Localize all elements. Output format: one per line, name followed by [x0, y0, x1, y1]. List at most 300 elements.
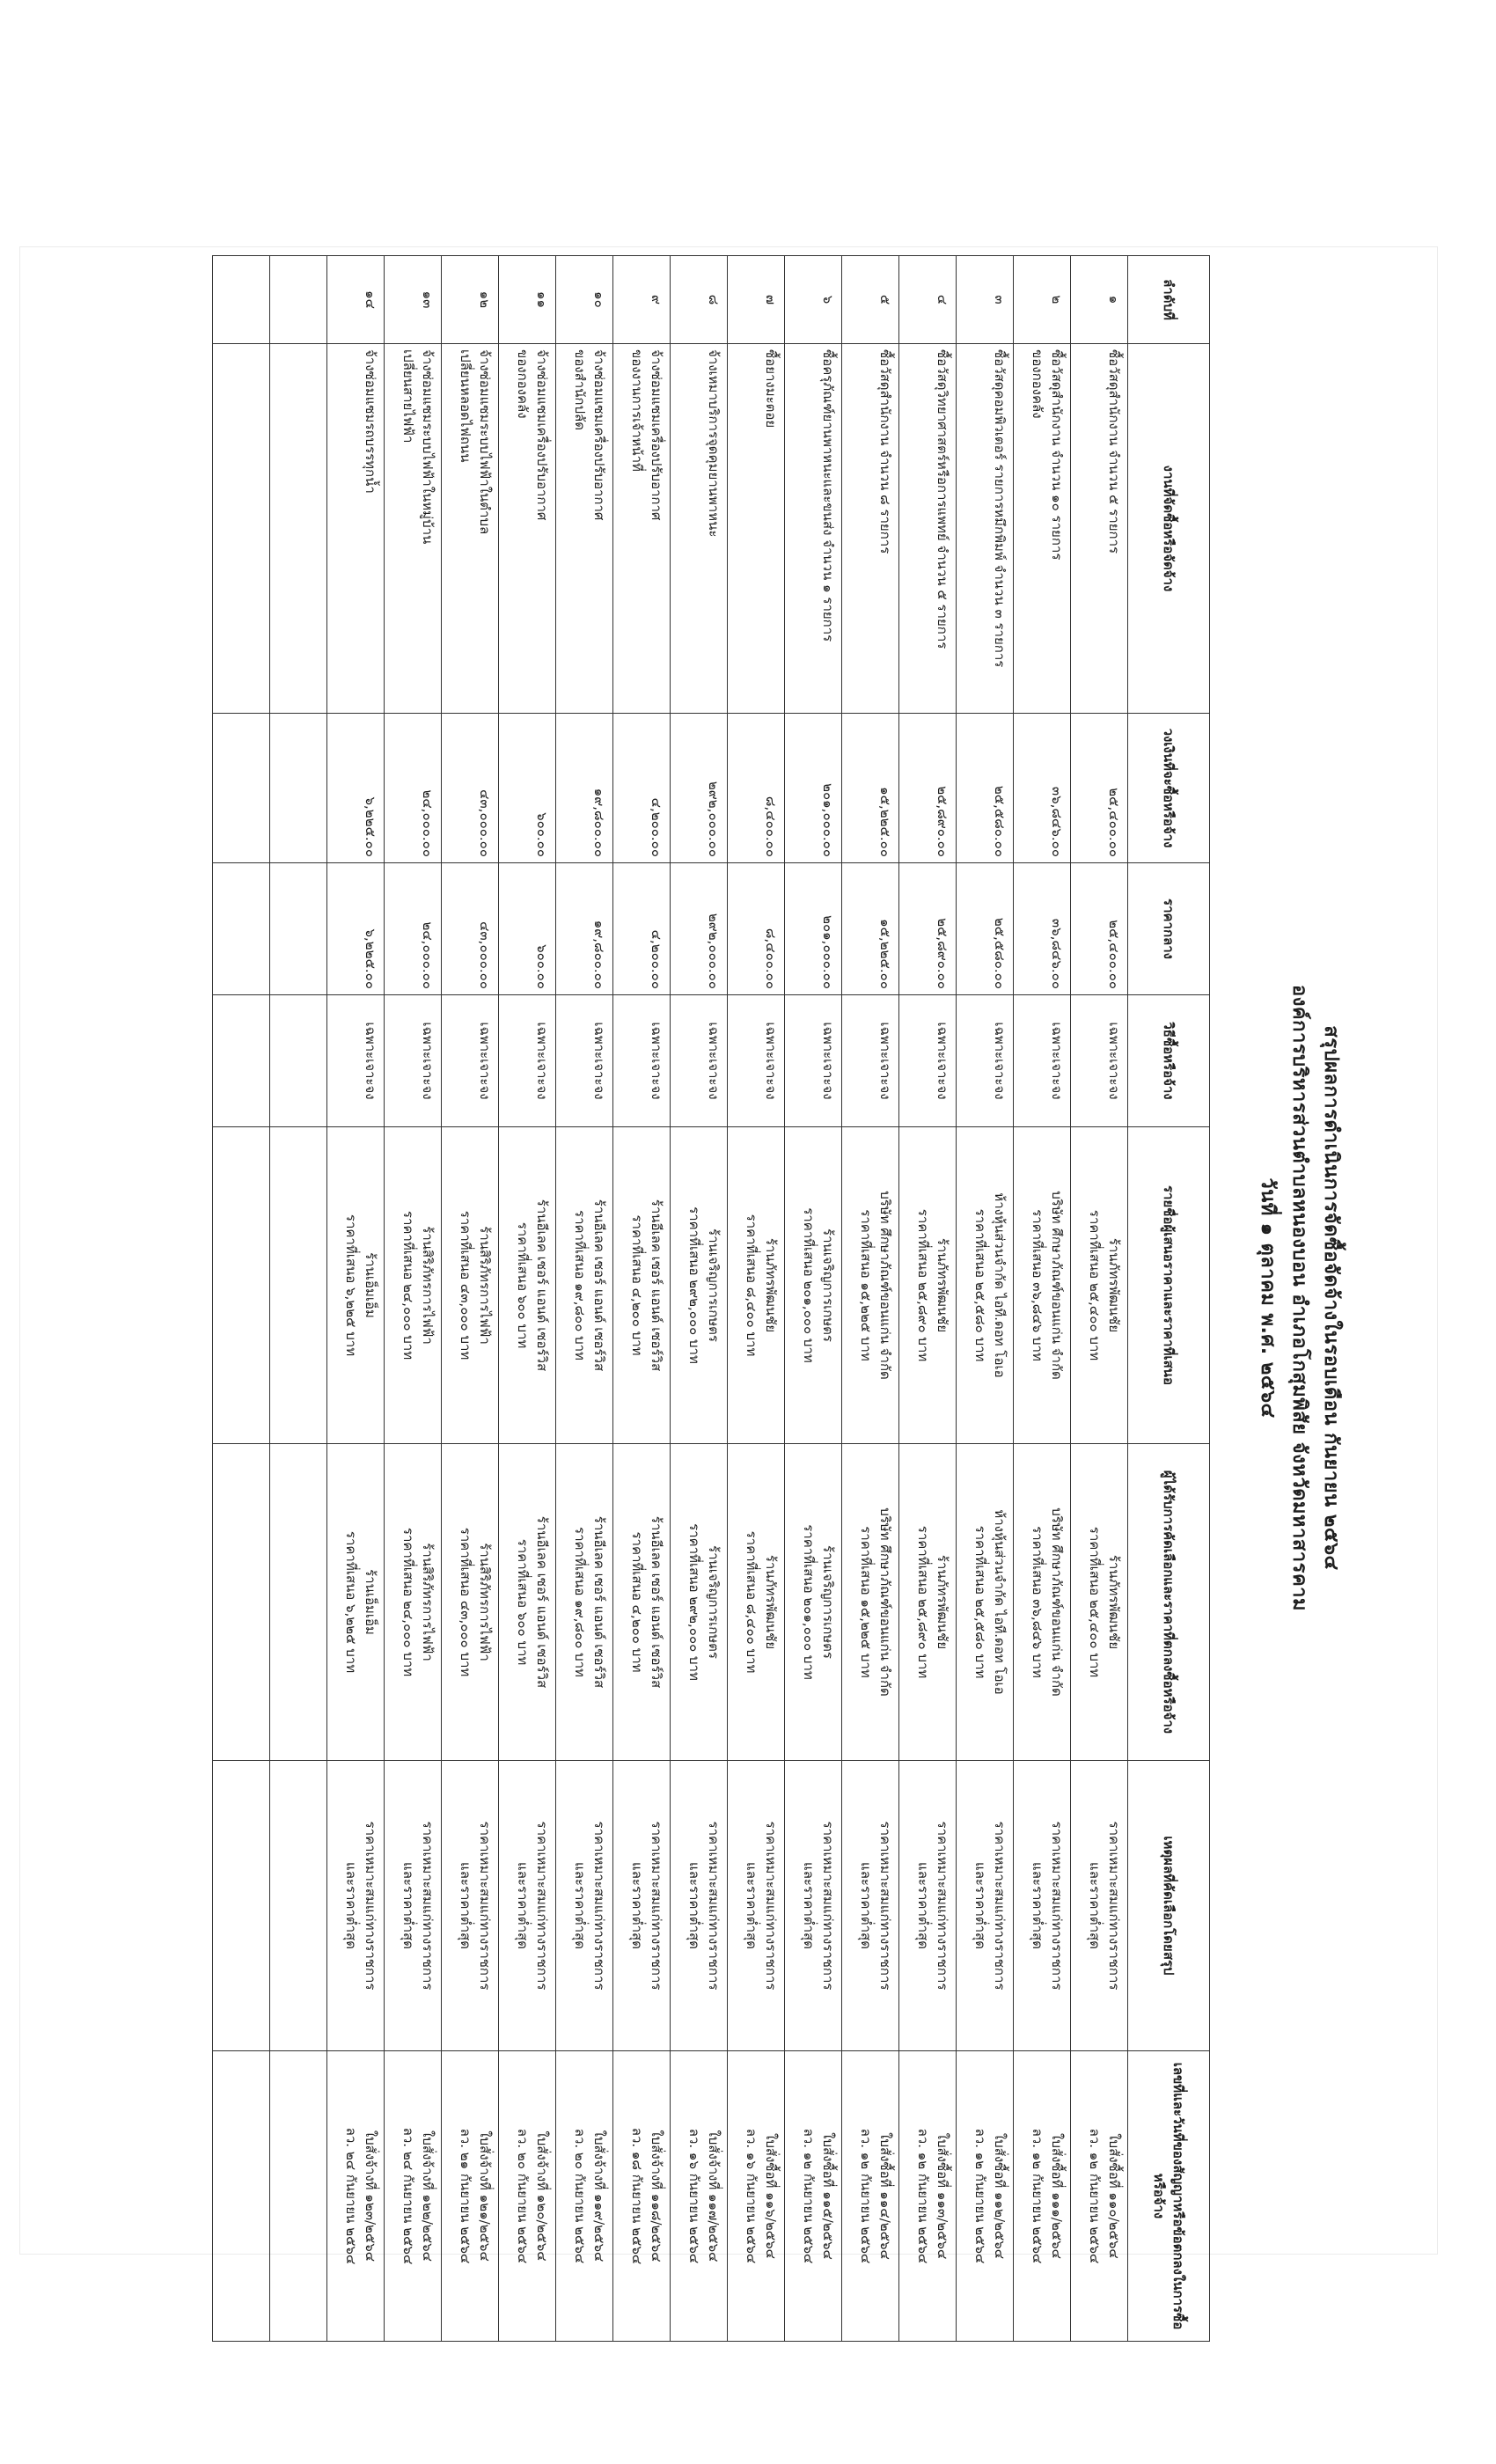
bid-price: ราคาที่เสนอ ๘,๔๐๐ บาท [744, 1214, 759, 1357]
table-cell [842, 256, 899, 344]
table-row [899, 256, 957, 2342]
median-price: ๓๖,๘๔๖.๐๐ [1049, 918, 1065, 989]
contract-date: ลว. ๑๒ กันยายน ๒๕๖๔ [1030, 2128, 1045, 2264]
selection-reason: ราคาเหมาะสมแก่ทางราชการ [420, 1821, 436, 1991]
bidder-name: ร้านภัทรพัฒนชัย [935, 1237, 950, 1333]
budget-amount: ๑๙,๘๐๐.๐๐ [591, 788, 607, 857]
row-number: ๑๐ [591, 291, 607, 308]
col-header-item: งานที่จัดซื้อหรือจัดจ้าง [1128, 344, 1210, 714]
item-description: จ้างซ่อมแซมระบบไฟฟ้าในหมู่บ้าน [420, 349, 436, 545]
table-cell [499, 2051, 556, 2342]
selection-reason: ราคาเหมาะสมแก่ทางราชการ [763, 1821, 779, 1991]
table-cell [613, 344, 671, 714]
selection-reason-detail: และราคาต่ำสุด [515, 1862, 531, 1949]
table-cell [842, 863, 899, 995]
table-cell [385, 344, 442, 714]
table-cell [327, 1127, 385, 1444]
table-cell [957, 863, 1014, 995]
table-cell [499, 256, 556, 344]
procurement-method: เฉพาะเจาะจง [877, 1022, 893, 1100]
item-description: จ้างซ่อมแซมระบบไฟฟ้าในตำบล [477, 349, 493, 535]
table-cell [728, 2051, 785, 2342]
contract-number: ใบสั่งซื้อที่ ๑๑๖/๒๕๖๔ [763, 2133, 779, 2259]
winning-price: ราคาที่เสนอ ๖๐๐ บาท [515, 1538, 531, 1666]
row-number: ๑๓ [420, 290, 436, 309]
bidder-name: ร้านอีเลค เซอร์ แอนด์ เซอร์วิส [591, 1199, 607, 1372]
item-description: ซื้อวัสดุคอมพิวเตอร์ รายการหมึกพิมพ์ จำนวน ๓ รายการ [992, 349, 1008, 668]
contract-number: ใบสั่งซื้อที่ ๑๑๒/๒๕๖๔ [992, 2132, 1008, 2260]
table-cell [785, 344, 842, 714]
row-number: ๘ [706, 294, 722, 305]
winning-price: ราคาที่เสนอ ๔,๒๐๐ บาท [629, 1531, 645, 1673]
budget-amount: ๔๓,๐๐๐.๐๐ [477, 789, 493, 857]
document-header [1214, 255, 1346, 2341]
selection-reason-detail: และราคาต่ำสุด [915, 1862, 931, 1949]
table-cell [671, 1127, 728, 1444]
table-cell [957, 2051, 1014, 2342]
selection-reason-detail: และราคาต่ำสุด [343, 1862, 359, 1949]
item-description: จ้างเหมาบริการจุดคุมยานพาหนะ [706, 349, 722, 538]
table-cell [957, 1127, 1014, 1444]
table-cell [385, 995, 442, 1127]
median-price: ๒๕,๔๐๐.๐๐ [1106, 920, 1122, 989]
contract-number: ใบสั่งจ้างที่ ๑๒๑/๒๕๖๔ [477, 2130, 493, 2262]
empty-row [213, 256, 270, 2342]
median-price: ๑๕,๒๒๕.๐๐ [877, 919, 893, 989]
budget-amount: ๒๔,๐๐๐.๐๐ [420, 789, 436, 857]
table-cell [785, 714, 842, 863]
document-date: วันที่ ๑ ตุลาคม พ.ศ. ๒๕๖๔ [1257, 1177, 1279, 1419]
col-header-median-price: ราคากลาง [1128, 863, 1210, 995]
table-row [327, 256, 385, 2342]
empty-cell [270, 344, 327, 714]
col-header-method: วิธีซื้อหรือจ้าง [1128, 995, 1210, 1127]
empty-cell [270, 2051, 327, 2342]
table-row [1014, 256, 1071, 2342]
median-price: ๔,๒๐๐.๐๐ [649, 929, 664, 989]
winning-price: ราคาที่เสนอ ๒๕,๘๙๐ บาท [915, 1525, 931, 1679]
winner-name: ร้านเอ็มเอ็ม [363, 1569, 378, 1635]
procurement-table [212, 255, 1210, 2342]
table-cell [957, 344, 1014, 714]
table-cell [613, 995, 671, 1127]
table-cell [556, 863, 613, 995]
col-header-contract: เลขที่และวันที่ของสัญญาหรือข้อตกลงในการซื้อหรือจ้าง [1128, 2051, 1210, 2342]
table-cell [1071, 1127, 1128, 1444]
table-cell [957, 995, 1014, 1127]
selection-reason-detail: และราคาต่ำสุด [572, 1862, 588, 1949]
winning-price: ราคาที่เสนอ ๔๓,๐๐๐ บาท [458, 1527, 473, 1677]
bidder-name: ร้านสิริภัทรการไฟฟ้า [477, 1226, 493, 1345]
median-price: ๒๐๑,๐๐๐.๐๐ [820, 915, 836, 989]
table-cell [556, 344, 613, 714]
winner-name: ร้านอีเลค เซอร์ แอนด์ เซอร์วิส [591, 1515, 607, 1689]
contract-date: ลว. ๑๒ กันยายน ๒๕๖๔ [858, 2128, 874, 2264]
table-cell [1014, 863, 1071, 995]
contract-number: ใบสั่งซื้อที่ ๑๑๓/๒๕๖๔ [935, 2132, 950, 2260]
table-cell [899, 344, 957, 714]
table-cell [671, 863, 728, 995]
bid-price: ราคาที่เสนอ ๒๕,๔๐๐ บาท [1087, 1209, 1103, 1361]
table-cell [785, 1444, 842, 1761]
table-cell [385, 714, 442, 863]
budget-amount: ๘,๔๐๐.๐๐ [763, 796, 779, 857]
table-row [728, 256, 785, 2342]
empty-cell [270, 863, 327, 995]
median-price: ๖,๒๒๕.๐๐ [363, 928, 378, 989]
item-description: ซื้อวัสดุสำนักงาน จำนวน ๑๐ รายการ [1049, 349, 1065, 561]
contract-date: ลว. ๒๔ กันยายน ๒๕๖๔ [400, 2127, 416, 2265]
contract-date: ลว. ๑๖ กันยายน ๒๕๖๔ [744, 2128, 759, 2264]
empty-cell [213, 863, 270, 995]
table-cell [385, 256, 442, 344]
item-description: ซื้อวัสดุสำนักงาน จำนวน ๘ รายการ [877, 349, 893, 554]
selection-reason-detail: และราคาต่ำสุด [1030, 1862, 1045, 1949]
contract-number: ใบสั่งซื้อที่ ๑๑๔/๒๕๖๔ [877, 2132, 893, 2260]
winning-price: ราคาที่เสนอ ๖,๒๒๕ บาท [343, 1530, 359, 1674]
winning-price: ราคาที่เสนอ ๓๖,๘๔๖ บาท [1030, 1526, 1045, 1678]
item-description-detail: ของงานการเจ้าหน้าที่ [629, 349, 645, 472]
row-number: ๗ [763, 294, 779, 305]
item-description: จ้างซ่อมแซมเครื่องปรับอากาศ [534, 349, 550, 521]
bidder-name: ร้านภัทรพัฒนชัย [1106, 1237, 1122, 1333]
selection-reason-detail: และราคาต่ำสุด [629, 1862, 645, 1949]
winner-name: บริษัท ศึกษาภัณฑ์ขอนแก่น จำกัด [1049, 1507, 1065, 1697]
empty-cell [213, 2051, 270, 2342]
row-number: ๒ [1049, 295, 1065, 304]
contract-number: ใบสั่งจ้างที่ ๑๒๐/๒๕๖๔ [534, 2130, 550, 2262]
selection-reason: ราคาเหมาะสมแก่ทางราชการ [877, 1821, 893, 1991]
contract-date: ลว. ๑๒ กันยายน ๒๕๖๔ [1087, 2128, 1103, 2264]
table-cell [785, 863, 842, 995]
table-cell [899, 1127, 957, 1444]
table-row [613, 256, 671, 2342]
table-body [213, 256, 1128, 2342]
table-cell [899, 714, 957, 863]
table-cell [442, 1127, 499, 1444]
table-cell [1014, 2051, 1071, 2342]
table-cell [957, 1444, 1014, 1761]
table-cell [842, 1444, 899, 1761]
table-row [442, 256, 499, 2342]
contract-date: ลว. ๒๔ กันยายน ๒๕๖๔ [343, 2127, 359, 2265]
winning-price: ราคาที่เสนอ ๑๕,๒๒๕ บาท [858, 1526, 874, 1678]
table-cell [327, 344, 385, 714]
bid-price: ราคาที่เสนอ ๒๔,๐๐๐ บาท [400, 1210, 416, 1360]
table-cell [385, 2051, 442, 2342]
contract-date: ลว. ๑๒ กันยายน ๒๕๖๔ [801, 2128, 817, 2264]
table-cell [671, 256, 728, 344]
selection-reason-detail: และราคาต่ำสุด [686, 1862, 702, 1949]
table-cell [442, 1444, 499, 1761]
median-price: ๖๐๐.๐๐ [534, 944, 550, 989]
table-cell [499, 714, 556, 863]
table-cell [1014, 344, 1071, 714]
row-number: ๙ [649, 295, 664, 304]
procurement-method: เฉพาะเจาะจง [420, 1022, 436, 1100]
item-description: จ้างซ่อมแซมรถบรรทุกน้ำ [363, 349, 378, 494]
selection-reason-detail: และราคาต่ำสุด [801, 1862, 817, 1949]
selection-reason: ราคาเหมาะสมแก่ทางราชการ [363, 1821, 378, 1991]
winning-price: ราคาที่เสนอ ๒๐๑,๐๐๐ บาท [801, 1524, 817, 1680]
table-cell [899, 256, 957, 344]
procurement-method: เฉพาะเจาะจง [935, 1022, 950, 1100]
table-cell [785, 1127, 842, 1444]
empty-cell [213, 1444, 270, 1761]
table-row [842, 256, 899, 2342]
bidder-name: ร้านอีเลค เซอร์ แอนด์ เซอร์วิส [649, 1199, 664, 1372]
procurement-method: เฉพาะเจาะจง [363, 1022, 378, 1100]
selection-reason: ราคาเหมาะสมแก่ทางราชการ [1106, 1821, 1122, 1991]
empty-cell [213, 995, 270, 1127]
selection-reason-detail: และราคาต่ำสุด [744, 1862, 759, 1949]
table-cell [785, 2051, 842, 2342]
table-cell [385, 1444, 442, 1761]
table-cell [613, 256, 671, 344]
median-price: ๒๕,๕๘๐.๐๐ [992, 917, 1008, 989]
median-price: ๑๙,๘๐๐.๐๐ [591, 920, 607, 989]
table-cell [556, 995, 613, 1127]
winning-price: ราคาที่เสนอ ๒๔,๐๐๐ บาท [400, 1527, 416, 1677]
item-description: ซื้อวัสดุวิทยาศาสตร์หรือการแพทย์ จำนวน ๕ รายการ [935, 349, 950, 649]
table-row [1071, 256, 1128, 2342]
item-description-detail: เปลี่ยนหลอดไฟถนน [458, 349, 473, 463]
table-cell [327, 2051, 385, 2342]
bid-price: ราคาที่เสนอ ๑๙,๘๐๐ บาท [572, 1210, 588, 1360]
contract-date: ลว. ๑๘ กันยายน ๒๕๖๔ [629, 2127, 645, 2265]
table-cell [1014, 256, 1071, 344]
table-cell [499, 1761, 556, 2051]
table-cell [1014, 995, 1071, 1127]
item-description-detail: ของสำนักปลัด [572, 349, 588, 430]
table-cell [899, 1444, 957, 1761]
table-cell [499, 1444, 556, 1761]
winner-name: ห้างหุ้นส่วนจำกัด ไอที.ดอท โอเอ [992, 1509, 1008, 1695]
table-cell [385, 863, 442, 995]
item-description-detail: เปลี่ยนสายไฟฟ้า [400, 349, 416, 444]
empty-cell [213, 344, 270, 714]
procurement-method: เฉพาะเจาะจง [1049, 1022, 1065, 1100]
table-cell [442, 256, 499, 344]
selection-reason: ราคาเหมาะสมแก่ทางราชการ [1049, 1821, 1065, 1991]
contract-number: ใบสั่งจ้างที่ ๑๒๒/๒๕๖๔ [420, 2130, 436, 2262]
table-cell [957, 714, 1014, 863]
table-row [957, 256, 1014, 2342]
empty-cell [213, 714, 270, 863]
procurement-method: เฉพาะเจาะจง [820, 1022, 836, 1100]
item-description-detail: ของกองคลัง [515, 349, 531, 419]
bid-price: ราคาที่เสนอ ๒๐๑,๐๐๐ บาท [801, 1207, 817, 1363]
procurement-method: เฉพาะเจาะจง [992, 1022, 1008, 1100]
winner-name: ร้านสิริภัทรการไฟฟ้า [420, 1543, 436, 1661]
selection-reason-detail: และราคาต่ำสุด [1087, 1862, 1103, 1949]
table-cell [671, 714, 728, 863]
winner-name: บริษัท ศึกษาภัณฑ์ขอนแก่น จำกัด [877, 1507, 893, 1697]
table-cell [1071, 2051, 1128, 2342]
selection-reason-detail: และราคาต่ำสุด [972, 1862, 988, 1949]
table-cell [613, 2051, 671, 2342]
table-cell [613, 1761, 671, 2051]
table-cell [671, 995, 728, 1127]
table-cell [442, 714, 499, 863]
contract-date: ลว. ๒๐ กันยายน ๒๕๖๔ [515, 2128, 531, 2264]
selection-reason-detail: และราคาต่ำสุด [458, 1862, 473, 1949]
col-header-budget: วงเงินที่จะซื้อหรือจ้าง [1128, 714, 1210, 863]
contract-date: ลว. ๑๒ กันยายน ๒๕๖๔ [915, 2128, 931, 2264]
winning-price: ราคาที่เสนอ ๒๙๒,๐๐๐ บาท [686, 1523, 702, 1681]
empty-cell [270, 1444, 327, 1761]
row-number: ๖ [820, 295, 836, 304]
table-cell [613, 1127, 671, 1444]
item-description: ซื้อยางมะตอย [763, 349, 779, 429]
bid-price: ราคาที่เสนอ ๖๐๐ บาท [515, 1221, 531, 1349]
table-cell [957, 256, 1014, 344]
table-cell [671, 1761, 728, 2051]
table-cell [842, 1761, 899, 2051]
table-cell [1071, 714, 1128, 863]
table-cell [327, 863, 385, 995]
budget-amount: ๓๖,๘๔๖.๐๐ [1049, 786, 1065, 857]
procurement-method: เฉพาะเจาะจง [591, 1022, 607, 1100]
winner-name: ร้านอีเลค เซอร์ แอนด์ เซอร์วิส [649, 1515, 664, 1689]
row-number: ๑๑ [534, 290, 550, 309]
row-number: ๑ [1106, 295, 1122, 304]
winner-name: ร้านสิริภัทรการไฟฟ้า [477, 1543, 493, 1661]
median-price: ๘,๔๐๐.๐๐ [763, 928, 779, 989]
bidder-name: ร้านเจริญการเกษตร [706, 1228, 722, 1342]
col-header-reason: เหตุผลที่คัดเลือกโดยสรุป [1128, 1761, 1210, 2051]
median-price: ๒๔,๐๐๐.๐๐ [420, 921, 436, 989]
budget-amount: ๑๕,๒๒๕.๐๐ [877, 787, 893, 857]
table-cell [327, 256, 385, 344]
contract-date: ลว. ๑๖ กันยายน ๒๕๖๔ [686, 2128, 702, 2264]
bidder-name: ห้างหุ้นส่วนจำกัด ไอที.ดอท โอเอ [992, 1192, 1008, 1378]
table-cell [613, 863, 671, 995]
item-description: จ้างซ่อมแซมเครื่องปรับอากาศ [649, 349, 664, 521]
bid-price: ราคาที่เสนอ ๒๕,๕๘๐ บาท [972, 1208, 988, 1362]
row-number: ๑๒ [477, 290, 493, 309]
contract-number: ใบสั่งซื้อที่ ๑๑๑/๒๕๖๔ [1049, 2133, 1065, 2259]
organization-name: องค์การบริหารส่วนตำบลหนองบอน อำเภอโกสุมพิสัย จังหวัดมหาสารคาม [1288, 984, 1310, 1612]
winner-name: ร้านเจริญการเกษตร [706, 1545, 722, 1659]
table-cell [671, 1444, 728, 1761]
table-cell [1071, 995, 1128, 1127]
item-description: ซื้อวัสดุสำนักงาน จำนวน ๕ รายการ [1106, 349, 1122, 554]
budget-amount: ๒๕,๕๘๐.๐๐ [992, 785, 1008, 857]
empty-cell [270, 1127, 327, 1444]
table-cell [1014, 1444, 1071, 1761]
winner-name: ร้านภัทรพัฒนชัย [1106, 1554, 1122, 1650]
table-cell [1071, 1761, 1128, 2051]
selection-reason-detail: และราคาต่ำสุด [858, 1862, 874, 1949]
contract-number: ใบสั่งจ้างที่ ๑๒๓/๒๕๖๔ [363, 2130, 378, 2262]
selection-reason: ราคาเหมาะสมแก่ทางราชการ [992, 1821, 1008, 1991]
selection-reason-detail: และราคาต่ำสุด [400, 1862, 416, 1949]
table-cell [899, 995, 957, 1127]
budget-amount: ๔,๒๐๐.๐๐ [649, 797, 664, 857]
median-price: ๔๓,๐๐๐.๐๐ [477, 921, 493, 989]
table-cell [899, 863, 957, 995]
table-cell [671, 344, 728, 714]
table-cell [556, 1127, 613, 1444]
table-cell [442, 1761, 499, 2051]
table-cell [899, 2051, 957, 2342]
bid-price: ราคาที่เสนอ ๖,๒๒๕ บาท [343, 1214, 359, 1357]
bidder-name: ร้านเจริญการเกษตร [820, 1228, 836, 1342]
contract-number: ใบสั่งซื้อที่ ๑๑๕/๒๕๖๔ [820, 2132, 836, 2260]
contract-date: ลว. ๑๒ กันยายน ๒๕๖๔ [972, 2128, 988, 2264]
selection-reason: ราคาเหมาะสมแก่ทางราชการ [591, 1821, 607, 1991]
budget-amount: ๒๙๒,๐๐๐.๐๐ [706, 781, 722, 857]
table-cell [442, 863, 499, 995]
budget-amount: ๒๐๑,๐๐๐.๐๐ [820, 783, 836, 857]
row-number: ๕ [877, 294, 893, 305]
bidder-name: บริษัท ศึกษาภัณฑ์ขอนแก่น จำกัด [1049, 1191, 1065, 1380]
table-cell [442, 344, 499, 714]
winner-name: ร้านเจริญการเกษตร [820, 1545, 836, 1659]
procurement-method: เฉพาะเจาะจง [1106, 1022, 1122, 1100]
table-cell [842, 1127, 899, 1444]
table-cell [556, 256, 613, 344]
table-cell [728, 1127, 785, 1444]
table-cell [785, 1761, 842, 2051]
procurement-method: เฉพาะเจาะจง [649, 1022, 664, 1100]
selection-reason: ราคาเหมาะสมแก่ทางราชการ [820, 1821, 836, 1991]
empty-cell [270, 1761, 327, 2051]
procurement-method: เฉพาะเจาะจง [706, 1022, 722, 1100]
bidder-name: ร้านภัทรพัฒนชัย [763, 1237, 779, 1333]
bidder-name: ร้านอีเลค เซอร์ แอนด์ เซอร์วิส [534, 1199, 550, 1372]
budget-amount: ๖,๒๒๕.๐๐ [363, 796, 378, 857]
table-cell [499, 995, 556, 1127]
contract-number: ใบสั่งจ้างที่ ๑๑๗/๒๕๖๔ [706, 2130, 722, 2262]
table-cell [728, 714, 785, 863]
table-cell [385, 1127, 442, 1444]
table-cell [1014, 714, 1071, 863]
empty-cell [213, 1127, 270, 1444]
col-header-no: ลำดับที่ [1128, 256, 1210, 344]
selection-reason: ราคาเหมาะสมแก่ทางราชการ [649, 1821, 664, 1991]
table-cell [556, 1444, 613, 1761]
table-cell [442, 2051, 499, 2342]
bid-price: ราคาที่เสนอ ๔๓,๐๐๐ บาท [458, 1210, 473, 1360]
median-price: ๒๙๒,๐๐๐.๐๐ [706, 913, 722, 989]
winner-name: ร้านอีเลค เซอร์ แอนด์ เซอร์วิส [534, 1515, 550, 1689]
budget-amount: ๖๐๐.๐๐ [534, 812, 550, 857]
row-number: ๓ [992, 295, 1008, 304]
selection-reason: ราคาเหมาะสมแก่ทางราชการ [706, 1821, 722, 1991]
table-cell [785, 256, 842, 344]
table-cell [842, 344, 899, 714]
table-cell [385, 1761, 442, 2051]
table-cell [442, 995, 499, 1127]
bid-price: ราคาที่เสนอ ๑๕,๒๒๕ บาท [858, 1209, 874, 1361]
contract-number: ใบสั่งซื้อที่ ๑๑๐/๒๕๖๔ [1106, 2133, 1122, 2259]
table-cell [327, 714, 385, 863]
empty-cell [213, 1761, 270, 2051]
col-header-winner: ผู้ได้รับการคัดเลือกและราคาที่ตกลงซื้อหรือจ้าง [1128, 1444, 1210, 1761]
empty-row [270, 256, 327, 2342]
bid-price: ราคาที่เสนอ ๒๙๒,๐๐๐ บาท [686, 1206, 702, 1364]
contract-number: ใบสั่งจ้างที่ ๑๑๙/๒๕๖๔ [591, 2130, 607, 2262]
empty-cell [270, 714, 327, 863]
budget-amount: ๒๕,๘๙๐.๐๐ [935, 786, 950, 857]
bidder-name: ร้านเอ็มเอ็ม [363, 1252, 378, 1318]
document-title: สรุปผลการดำเนินการจัดซื้อจัดจ้างในรอบเดือน กันยายน ๒๕๖๔ [1320, 1025, 1342, 1571]
table-cell [327, 1444, 385, 1761]
table-cell [556, 1761, 613, 2051]
bid-price: ราคาที่เสนอ ๔,๒๐๐ บาท [629, 1214, 645, 1356]
